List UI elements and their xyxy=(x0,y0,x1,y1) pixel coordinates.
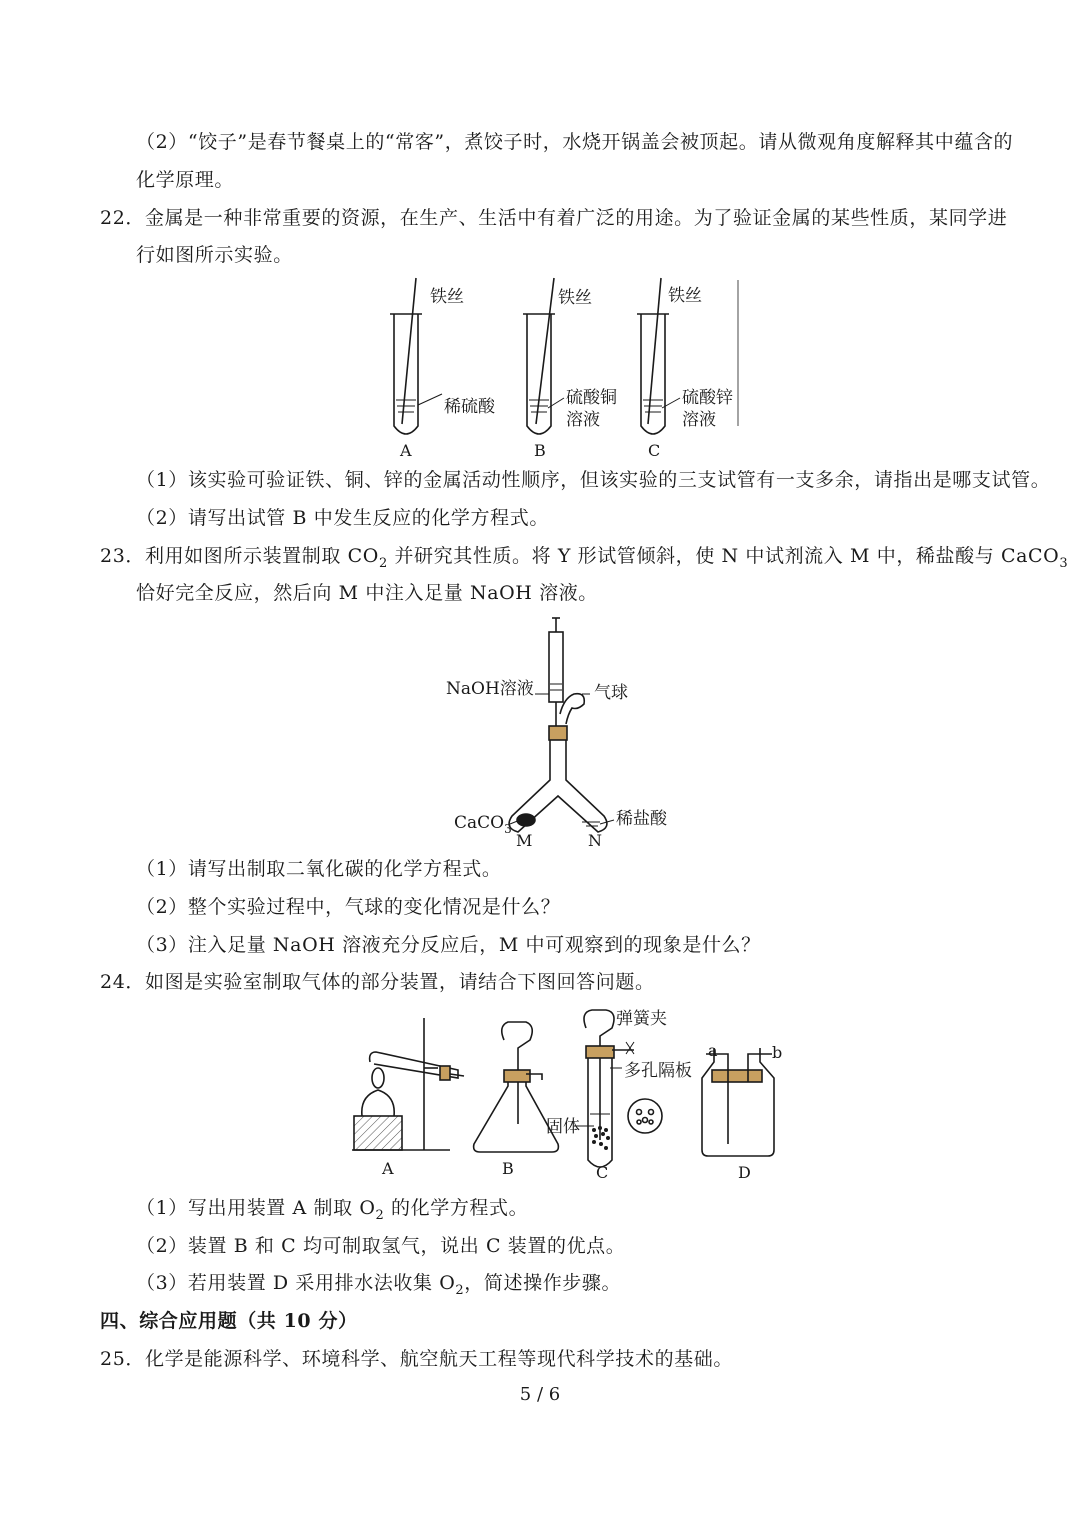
balloon-label: 气球 xyxy=(594,683,628,703)
solution-label-c-line2: 溶液 xyxy=(682,410,716,430)
apparatus-letter-c: C xyxy=(596,1163,609,1182)
solution-label-b-line1: 硫酸铜 xyxy=(566,388,617,408)
wire-label-a: 铁丝 xyxy=(430,287,464,307)
q23-y-tube-figure xyxy=(440,614,700,854)
solution-label-c-line1: 硫酸锌 xyxy=(682,388,733,408)
q22-subq1: （1）该实验可验证铁、铜、锌的金属活动性顺序，但该实验的三支试管有一支多余，请指出是哪支试管。 xyxy=(136,469,1051,491)
stopper-b xyxy=(504,1070,530,1082)
stopper-a xyxy=(440,1066,450,1080)
hcl-label: 稀盐酸 xyxy=(616,809,667,829)
q24-stem: 24．如图是实验室制取气体的部分装置，请结合下图回答问题。 xyxy=(100,971,655,993)
porous-plate-label: 多孔隔板 xyxy=(624,1061,692,1081)
port-b-label: b xyxy=(772,1043,783,1062)
iron-wire-a xyxy=(402,278,416,424)
q22-test-tube-figure xyxy=(380,276,750,466)
tube-letter-b: B xyxy=(534,441,546,460)
caco3-label: CaCO$_3$ xyxy=(454,813,512,836)
q24-subq2: （2）装置 B 和 C 均可制取氢气，说出 C 装置的优点。 xyxy=(136,1235,626,1257)
q23-subq1: （1）请写出制取二氧化碳的化学方程式。 xyxy=(136,858,502,880)
alcohol-lamp xyxy=(362,1090,394,1116)
conical-flask xyxy=(474,1076,559,1152)
n-label: N xyxy=(588,831,602,850)
wire-label-c: 铁丝 xyxy=(668,286,702,306)
tube-letter-c: C xyxy=(648,441,661,460)
tube-letter-a: A xyxy=(400,441,412,460)
naoh-solution-label: NaOH溶液 xyxy=(446,679,534,699)
solid-label: 固体 xyxy=(546,1117,580,1137)
q22-stem-line2: 行如图所示实验。 xyxy=(136,244,293,266)
q24-apparatus-figure xyxy=(340,1004,800,1184)
m-label: M xyxy=(516,831,533,850)
apparatus-letter-b: B xyxy=(502,1159,514,1178)
q21-part2-line1: （2）“饺子”是春节餐桌上的“常客”，煮饺子时，水烧开锅盖会被顶起。请从微观角度解释其中蕴含的 xyxy=(136,131,1014,153)
q24-subq3: （3）若用装置 D 采用排水法收集 $O_2$，简述操作步骤。 xyxy=(136,1272,622,1298)
page-number: 5 / 6 xyxy=(519,1384,561,1405)
apparatus-letter-d: D xyxy=(738,1163,751,1182)
q21-part2-line2: 化学原理。 xyxy=(136,169,235,191)
iron-wire-c xyxy=(648,278,661,424)
stopper-c xyxy=(586,1046,614,1058)
solution-label-a: 稀硫酸 xyxy=(444,397,495,417)
apparatus-letter-a: A xyxy=(382,1159,394,1178)
q22-stem-line1: 22．金属是一种非常重要的资源，在生产、生活中有着广泛的用途。为了验证金属的某些性质，某同学进 xyxy=(100,207,1008,229)
section-4-heading: 四、综合应用题（共 10 分） xyxy=(100,1310,358,1332)
solution-label-b-line2: 溶液 xyxy=(566,410,600,430)
q23-stem-line2: 恰好完全反应，然后向 M 中注入足量 NaOH 溶液。 xyxy=(136,582,598,604)
q23-subq3: （3）注入足量 NaOH 溶液充分反应后，M 中可观察到的现象是什么？ xyxy=(136,934,761,956)
spring-clip xyxy=(626,1042,634,1054)
lamp-flame xyxy=(372,1068,384,1088)
solid-particles xyxy=(592,1126,610,1150)
q22-subq2: （2）请写出试管 B 中发生反应的化学方程式。 xyxy=(136,507,549,529)
gas-bottle-d xyxy=(702,1048,774,1156)
porous-plate-detail xyxy=(628,1099,662,1133)
q23-subq2: （2）整个实验过程中，气球的变化情况是什么？ xyxy=(136,896,561,918)
wire-label-b: 铁丝 xyxy=(558,288,592,308)
syringe-barrel xyxy=(549,632,563,702)
spring-clip-label: 弹簧夹 xyxy=(616,1009,667,1029)
lamp-block xyxy=(354,1116,402,1150)
q23-stem-line1: 23．利用如图所示装置制取 $CO_2$ 并研究其性质。将 Y 形试管倾斜，使 N 中试剂流入 M 中，稀盐酸与 CaCO$_3$ xyxy=(100,545,1069,571)
q24-subq1: （1）写出用装置 A 制取 $O_2$ 的化学方程式。 xyxy=(136,1197,529,1223)
rubber-stopper xyxy=(549,726,567,740)
stopper-d xyxy=(712,1070,762,1082)
port-a-label: a xyxy=(708,1041,718,1060)
q25-stem: 25．化学是能源科学、环境科学、航空航天工程等现代科学技术的基础。 xyxy=(100,1348,733,1370)
